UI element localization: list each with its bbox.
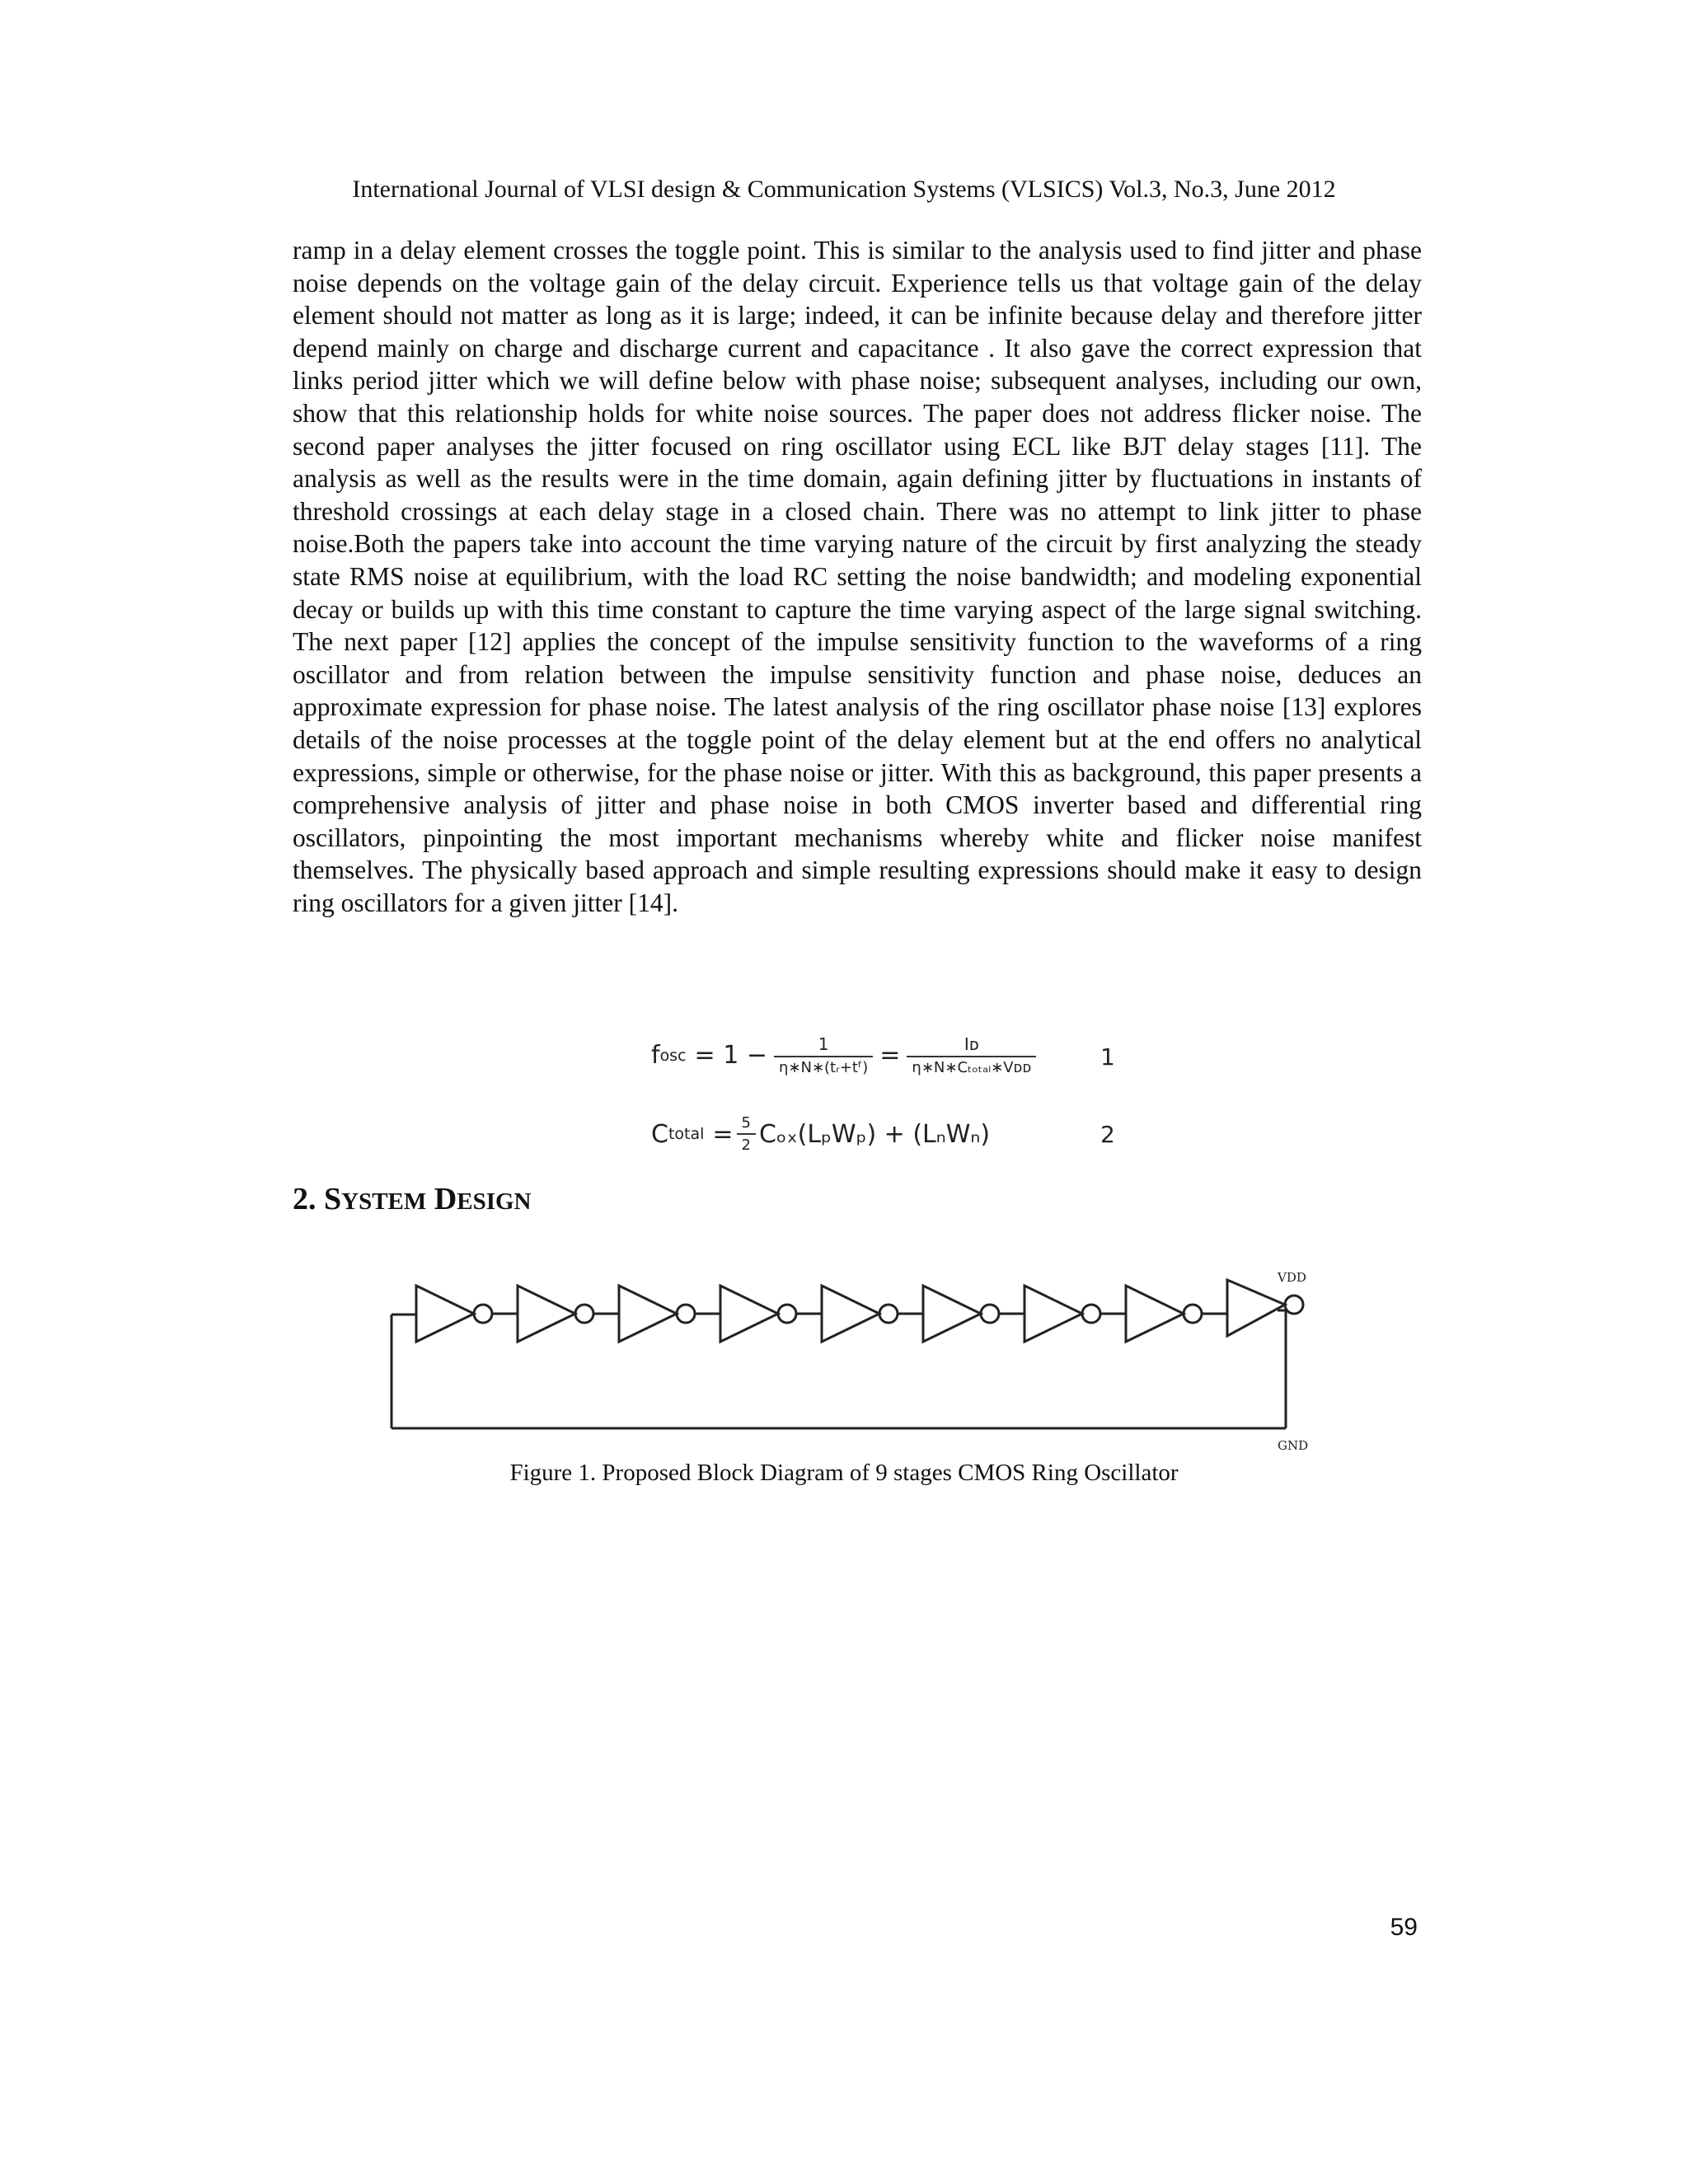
vdd-label: VDD <box>1278 1270 1306 1285</box>
page-header: International Journal of VLSI design & Communication Systems (VLSICS) Vol.3, No.3, June 2012 <box>352 176 1336 203</box>
eq1-lhs-sub: osc <box>659 1046 687 1065</box>
figure-caption: Figure 1. Proposed Block Diagram of 9 stages CMOS Ring Oscillator <box>509 1460 1179 1486</box>
section-title-ystem: YSTEM <box>341 1188 427 1215</box>
eq2-lhs: C <box>651 1119 668 1149</box>
ring-oscillator-diagram <box>383 1265 1323 1455</box>
section-title-d: D <box>434 1182 457 1216</box>
eq1-lhs: f <box>651 1041 660 1070</box>
eq1-frac2-numerator: Iᴅ <box>964 1034 979 1054</box>
equation-1-number: 1 <box>1100 1043 1115 1071</box>
page-number: 59 <box>1390 1914 1418 1941</box>
section-heading <box>293 1181 532 1220</box>
eq1-frac1-denominator: η∗N∗(tᵣ+tᶠ) <box>774 1056 873 1076</box>
eq2-rhs: Cₒₓ(LₚWₚ) + (LₙWₙ) <box>759 1119 991 1149</box>
eq1-equals: = <box>879 1041 901 1070</box>
inverter-triangle-6 <box>923 1286 981 1342</box>
eq1-frac2-denominator: η∗N∗Cₜₒₜₐₗ∗Vᴅᴅ <box>907 1056 1036 1076</box>
eq2-fraction <box>737 1114 756 1154</box>
gnd-label: GND <box>1278 1438 1309 1453</box>
body-paragraph: ramp in a delay element crosses the toggle point. This is similar to the analysis used to find jitter and phase noise depends on the voltage gain of the delay circuit. Experience tells us that voltage gain of the delay element should not matter as long as it is large; indeed, it can be infinite because delay and therefore jitter depend mainly on charge and discharge current and capacitance . It also gave the correct expression that links period jitter which we will define below with phase noise; subsequent analyses, including our own, show that this relationship holds for white noise sources. The paper does not address flicker noise. The second paper analyses the jitter focused on ring oscillator using ECL like BJT delay stages [11]. The analysis as well as the results were in the time domain, again defining jitter by fluctuations in instants of threshold crossings at each delay stage in a closed chain. There was no attempt to link jitter to phase noise.Both the papers take into account the time varying nature of the circuit by first analyzing the steady state RMS noise at equilibrium, with the load RC setting the noise bandwidth; and modeling exponential decay or builds up with this time constant to capture the time varying aspect of the large signal switching. The next paper [12] applies the concept of the impulse sensitivity function to the waveforms of a ring oscillator and from relation between the impulse sensitivity function and phase noise, deduces an approximate expression for phase noise. The latest analysis of the ring oscillator phase noise [13] explores details of the noise processes at the toggle point of the delay element but at the end offers no analytical expressions, simple or otherwise, for the phase noise or jitter. With this as background, this paper presents a comprehensive analysis of jitter and phase noise in both CMOS inverter based and differential ring oscillators, pinpointing the most important mechanisms whereby white and flicker noise manifest themselves. The physically based approach and simple resulting expressions should make it easy to design ring oscillators for a given jitter [14]. <box>293 236 1422 917</box>
eq2-lhs-sub: total <box>668 1125 705 1143</box>
equation-2 <box>651 1114 990 1154</box>
eq2-mid: = <box>712 1119 734 1149</box>
eq1-frac1-numerator: 1 <box>818 1034 829 1054</box>
inverter-stages <box>416 1280 1303 1342</box>
section-title-s: S <box>324 1182 342 1216</box>
eq1-fraction-1 <box>774 1034 873 1076</box>
inverter-triangle-8 <box>1126 1286 1184 1342</box>
eq1-fraction-2 <box>907 1034 1036 1076</box>
inverter-triangle-3 <box>619 1286 677 1342</box>
inverter-triangle-5 <box>822 1286 879 1342</box>
inverter-triangle-1 <box>416 1286 474 1342</box>
inverter-triangle-2 <box>518 1286 575 1342</box>
eq2-frac-numerator: 5 <box>741 1114 751 1132</box>
eq1-mid: = 1 − <box>694 1041 767 1070</box>
inverter-bubble-9 <box>1285 1296 1303 1314</box>
equation-2-number: 2 <box>1100 1121 1115 1148</box>
inverter-triangle-7 <box>1025 1286 1082 1342</box>
section-title-esign: ESIGN <box>457 1188 532 1215</box>
eq2-frac-denominator: 2 <box>737 1133 756 1154</box>
equation-1 <box>651 1034 1043 1076</box>
inverter-triangle-4 <box>720 1286 778 1342</box>
inverter-triangle-9 <box>1227 1280 1285 1336</box>
section-number: 2. <box>293 1182 316 1216</box>
